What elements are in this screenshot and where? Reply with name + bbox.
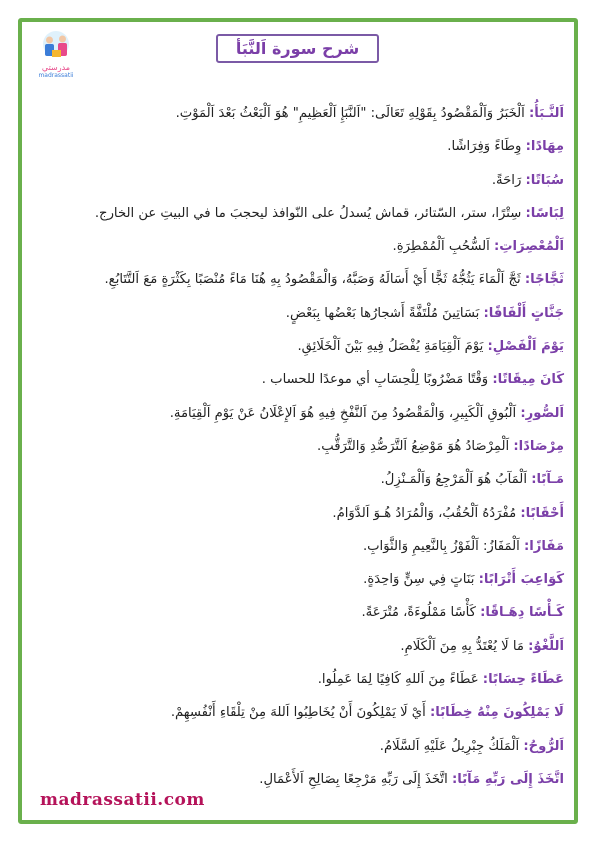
glossary-entry: [30, 470, 564, 489]
glossary-definition: بَنَاتٍ فِي سِنٍّ وَاحِدَةٍ.: [363, 572, 475, 588]
glossary-entry: [30, 171, 564, 190]
glossary-entry: [30, 537, 564, 556]
glossary-entry: [30, 770, 564, 789]
logo-text-arabic: مدرستي: [41, 63, 71, 72]
glossary-term: اَلْمُعْصِرَاتِ:: [493, 239, 564, 255]
glossary-term: يَوْمَ اَلْفَصْلِ:: [487, 339, 564, 355]
glossary-definition: وَقْتًا مَضْرُوبًا لِلْحِسَابِ أي موعدًا للحساب .: [261, 372, 489, 388]
glossary-entry: [30, 270, 564, 289]
glossary-entry: [30, 237, 564, 256]
school-kids-icon: [36, 30, 76, 62]
glossary-entry: [30, 703, 564, 722]
glossary-entry: [30, 337, 564, 356]
glossary-definition: اَلْخَبَرُ وَاَلْمَقْصُودُ بِقَوْلِهِ تَعَالَى: "اَلنَّبَإِ اَلْعَظِيمِ" هُوَ اَلْبَعْثُ بَعْدَ اَلْمَوْتِ.: [175, 106, 525, 121]
glossary-entry: [30, 304, 564, 323]
logo-text-latin: madrassatii: [38, 72, 74, 79]
glossary-term: مِهَادًا:: [525, 139, 564, 155]
glossary-term: اَلنَّـبَأُ:: [529, 106, 564, 121]
glossary-term: جَنَّاتٍ أَلْفَافًا:: [483, 305, 564, 321]
glossary-definition: اَلْمَفَازُ: اَلْفَوْزُ بِالنَّعِيمِ وَالثَّوَابِ.: [362, 538, 520, 554]
glossary-definition: أَيْ لَا يَمْلِكُونَ أَنْ يُخَاطِبُوا اَللهَ مِنْ تِلْقَاءِ أَنْفُسِهِمْ.: [170, 705, 426, 721]
glossary-entry: [30, 637, 564, 656]
glossary-entry: [30, 437, 564, 456]
glossary-term: كَـأْسًا دِهَـاقًا:: [480, 605, 564, 621]
glossary-term: مَـآبًا:: [531, 472, 564, 488]
glossary-entry: [30, 504, 564, 523]
glossary-definition: اَلسُّحُبِ اَلْمُمْطِرَةِ.: [392, 239, 490, 255]
glossary-definition: اَلْبُوقِ اَلْكَبِيرِ، وَالْمَقْصُودُ مِنَ اَلنَّفْخِ فِيهِ هُوَ اَلإِعْلَانُ عَنْ يَوْمِ اَلْقِيَامَةِ.: [169, 405, 517, 421]
glossary-term: ثَجَّاجًا:: [524, 272, 564, 288]
page-title: شرح سورة اَلنَّبَأ: [216, 34, 379, 63]
glossary-term: عَطَاءً حِسَابًا:: [482, 672, 564, 688]
glossary-definition: كَأْسًا مَمْلُوءَةً، مُتْرَعَةً.: [361, 605, 476, 621]
glossary-term: كَانَ مِيقَاتًا:: [492, 372, 564, 388]
glossary-definition: سِتْرًا، ستر، السّتائر، قماش يُسدلُ على النّوافذ ليحجبَ ما في البيتِ عن الخارج.: [94, 205, 522, 221]
footer-brand: madrassatii.com: [40, 790, 205, 810]
glossary-term: مِرْصَادًا:: [513, 438, 564, 454]
glossary-term: كَوَاعِبَ أَتْرَابًا:: [478, 572, 564, 588]
logo: [28, 30, 84, 82]
glossary-entry: [30, 370, 564, 389]
glossary-term: اَللَّغْوُ:: [528, 638, 564, 654]
glossary-definition: وِطَاءً وَفِرَاشًا.: [447, 139, 522, 155]
glossary-definition: رَاحَةً.: [491, 172, 522, 188]
glossary-definition: ثَجَّ اَلْمَاءَ يَثُجُّهُ ثَجًّا أَيْ أَسَالَهُ وَصَبَّهُ، وَالْمَقْصُودُ بِهِ هُنَا مَاءً مُنْصَبًا بِكَثْرَةٍ مَعَ اَلتَّتَابُعِ.: [104, 272, 521, 288]
glossary-term: أَحْقَابًا:: [520, 505, 564, 521]
glossary-term: اَلصُّورِ:: [520, 405, 564, 421]
glossary-term: سُبَاتًا:: [525, 172, 564, 188]
glossary-entry: [30, 737, 564, 756]
glossary-term: اَلرُّوحُ:: [523, 738, 564, 754]
glossary-entry: [30, 137, 564, 156]
glossary-entry: [30, 670, 564, 689]
glossary-definition: مَا لَا يُعْتَدُّ بِهِ مِنَ اَلْكَلَامِ.: [400, 638, 524, 654]
glossary-definition: اَلْمِرْصَادُ هُوَ مَوْضِعُ اَلتَّرَصُّدِ وَالتَّرَقُّبِ.: [317, 438, 510, 454]
glossary-definition: اَلْمَآبُ هُوَ اَلْمَرْجِعُ وَاَلْمَـنْزِلُ.: [380, 472, 527, 488]
glossary-entry: [30, 204, 564, 223]
glossary-entry: [30, 570, 564, 589]
glossary-definition: يَوْمَ اَلْقِيَامَةِ يُفْصَلُ فِيهِ بَيْنَ اَلْخَلَائِقِ.: [297, 339, 484, 355]
glossary-term: لَا يَمْلِكُونَ مِنْهُ خِطَابًا:: [430, 705, 564, 721]
glossary-entry: [30, 404, 564, 423]
glossary-term: لِبَاسًا:: [525, 205, 564, 221]
glossary-term: اتَّخَذَ إِلَى رَبِّهِ مَآبًا:: [451, 771, 564, 787]
glossary-term: مَفَازًا:: [524, 538, 564, 554]
glossary-definition: اَلْمَلَكُ جِبْرِيلُ عَلَيْهِ اَلسَّلَامُ.: [379, 738, 520, 754]
glossary-entry: [30, 104, 564, 123]
glossary-list: [30, 104, 564, 803]
glossary-definition: عَطَاءً مِنَ اَللهِ كَافِيًا لِمَا عَمِلُوا.: [317, 672, 479, 688]
glossary-definition: بَسَاتِينَ مُلْتَفَّةً أَشجارُها بَعْضُها بِبَعْضٍ.: [285, 305, 480, 321]
glossary-entry: [30, 603, 564, 622]
glossary-definition: اتَّخَذَ إِلَى رَبِّهِ مَرْجِعًا بِصَالِحِ اَلأَعْمَالِ.: [259, 771, 448, 787]
glossary-definition: مُفْرَدُهُ اَلْحُقُبُ، وَالْمُرَادُ هُـوَ اَلدَّوَامُ.: [332, 505, 517, 521]
